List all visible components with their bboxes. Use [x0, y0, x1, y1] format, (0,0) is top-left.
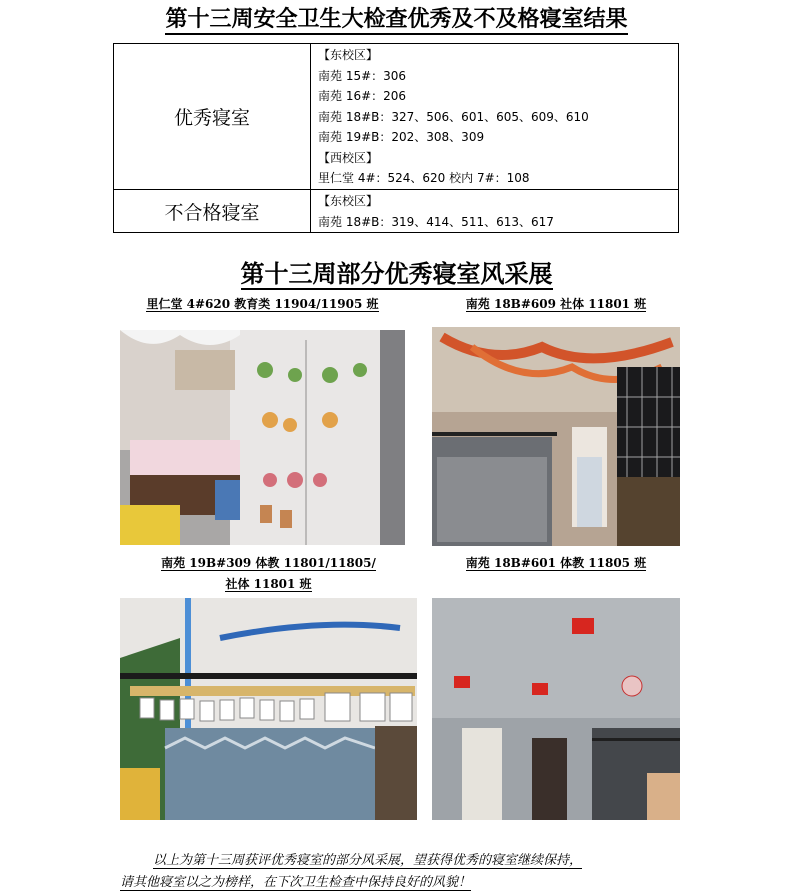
fail-row: [114, 190, 679, 233]
excellent-label: 优秀寝室: [114, 44, 311, 190]
fail-label: 不合格寝室: [114, 190, 311, 233]
page-title-text: 第十三周安全卫生大检查优秀及不及格寝室结果: [165, 7, 627, 35]
caption-bottom-left-line2: [120, 574, 417, 595]
photo-dorm-620: [120, 330, 405, 545]
excellent-line: 里仁堂 4#：524、620 校内 7#：108: [318, 171, 530, 185]
fail-line: 【东校区】: [318, 194, 379, 208]
showcase-title: [0, 254, 793, 289]
footer-text-2: 请其他寝室以之为榜样，在下次卫生检查中保持良好的风貌！: [120, 875, 472, 890]
excellent-line: 南苑 15#：306: [318, 68, 407, 83]
photo-dorm-609: [432, 327, 680, 546]
excellent-line: 南苑 16#：206: [318, 89, 407, 103]
caption-bottom-right: [432, 553, 680, 574]
excellent-line: 南苑 18#B：327、506、601、605、609、610: [318, 109, 589, 124]
fail-list: [311, 190, 679, 233]
caption-bottom-right-text: 南苑 18B#601 体教 11805 班: [465, 556, 647, 570]
caption-bottom-left-text-2: 社体 11801 班: [225, 577, 312, 591]
photo-dorm-309: [120, 598, 417, 820]
caption-top-left: [120, 294, 405, 315]
excellent-line: 【西校区】: [318, 150, 379, 165]
footer-line-2: [120, 872, 680, 894]
excellent-line: 【东校区】: [318, 48, 379, 62]
caption-top-right: [432, 294, 680, 315]
excellent-line: 南苑 19#B：202、308、309: [318, 130, 485, 144]
caption-bottom-left-text-1: 南苑 19B#309 体教 11801/11805/: [161, 556, 376, 570]
results-table: [113, 43, 679, 233]
caption-bottom-left: [120, 553, 417, 595]
footer-line-1: [120, 850, 680, 872]
showcase-title-text: 第十三周部分优秀寝室风采展: [240, 260, 553, 288]
page-title: [0, 2, 793, 33]
caption-top-right-text: 南苑 18B#609 社体 11801 班: [465, 297, 647, 311]
footer-text-1: 以上为第十三周获评优秀寝室的部分风采展，望获得优秀的寝室继续保持，: [153, 853, 583, 868]
caption-top-left-text: 里仁堂 4#620 教育类 11904/11905 班: [146, 297, 379, 311]
footer-note: [120, 850, 680, 894]
caption-bottom-left-line1: [120, 553, 417, 574]
photo-dorm-601: [432, 598, 680, 820]
excellent-list: [311, 44, 679, 190]
excellent-row: [114, 44, 679, 190]
fail-line: 南苑 18#B：319、414、511、613、617: [318, 214, 554, 229]
